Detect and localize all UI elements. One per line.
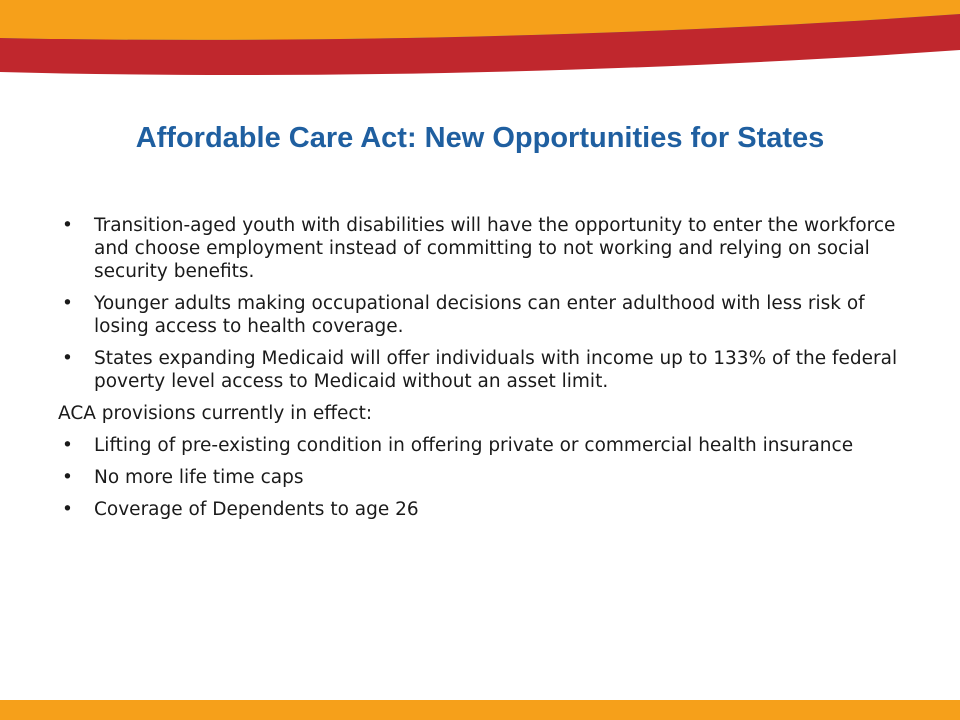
bullet-icon: • bbox=[62, 215, 73, 236]
header-swoosh-decoration bbox=[0, 0, 960, 100]
bullet-icon: • bbox=[62, 499, 73, 520]
bullet-text: Lifting of pre-existing condition in offering private or commercial health insurance bbox=[94, 435, 854, 456]
slide-content bbox=[58, 214, 908, 530]
bullet-item bbox=[58, 292, 908, 338]
bullet-icon: • bbox=[62, 348, 73, 369]
footer-band-decoration bbox=[0, 700, 960, 720]
bullet-item bbox=[58, 347, 908, 393]
bullet-icon: • bbox=[62, 293, 73, 314]
bullet-text: Transition-aged youth with disabilities will have the opportunity to enter the workforce and choose employment instead of committing to not working and relying on social security benefits. bbox=[94, 215, 896, 282]
bullet-text: States expanding Medicaid will offer individuals with income up to 133% of the federal poverty level access to Medicaid without an asset limit. bbox=[94, 348, 898, 392]
bullet-text: No more life time caps bbox=[94, 467, 304, 488]
bullet-text: Younger adults making occupational decisions can enter adulthood with less risk of losing access to health coverage. bbox=[94, 293, 865, 337]
bullet-item bbox=[58, 466, 908, 489]
slide-title: Affordable Care Act: New Opportunities for States bbox=[135, 122, 825, 154]
bullet-item bbox=[58, 214, 908, 283]
bullet-icon: • bbox=[62, 435, 73, 456]
bullet-item bbox=[58, 498, 908, 521]
bullet-text: Coverage of Dependents to age 26 bbox=[94, 499, 419, 520]
provisions-subheading: ACA provisions currently in effect: bbox=[58, 403, 373, 424]
bullet-item bbox=[58, 434, 908, 457]
bullet-icon: • bbox=[62, 467, 73, 488]
